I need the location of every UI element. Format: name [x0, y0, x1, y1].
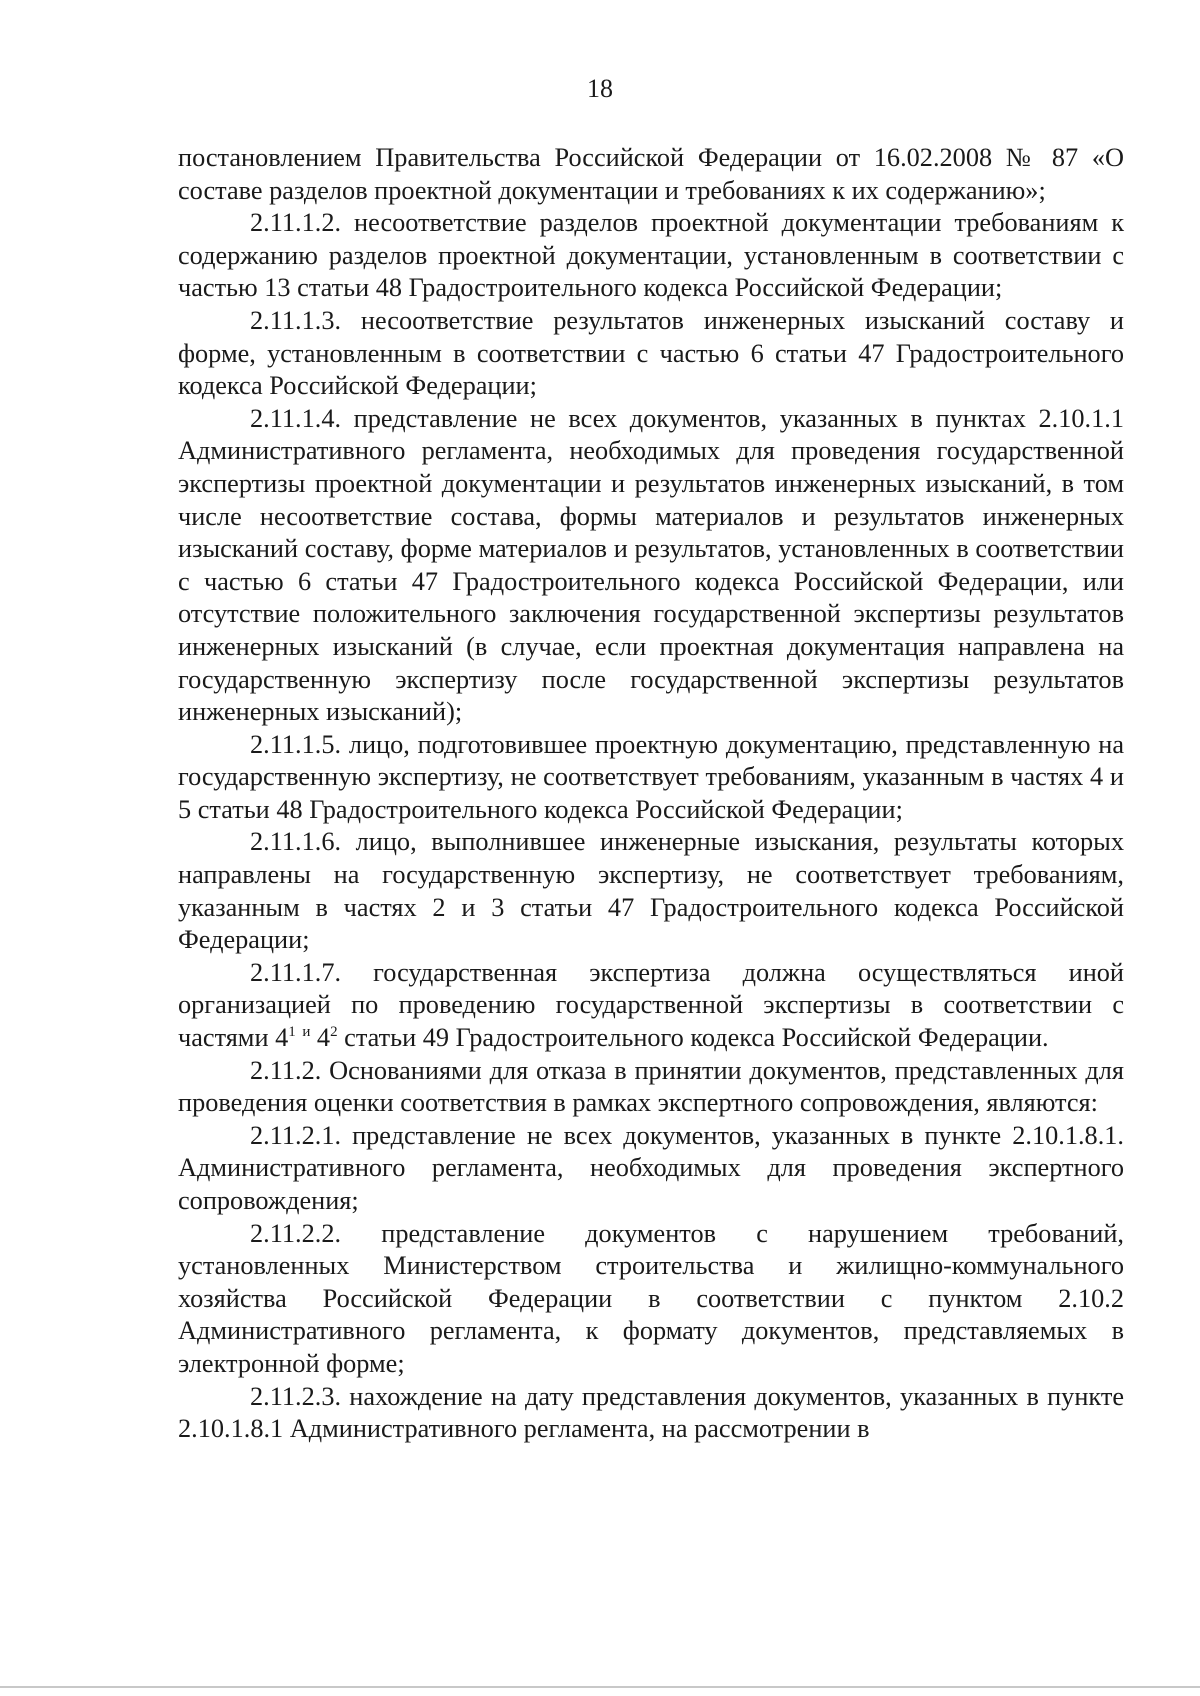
paragraph-2-11-1-7-text: 2.11.1.7. государственная экспертиза должна осуществляться иной организацией по проведению государственной экспертизы в соответствии с частями 4: [178, 957, 1124, 1053]
paragraph-2-11-1-7: [178, 957, 1124, 1055]
paragraph-2-11-2: 2.11.2. Основаниями для отказа в принятии документов, представленных для проведения оценки соответствия в рамках экспертного сопровождения, являются:: [178, 1055, 1124, 1118]
paragraph-continuation: постановлением Правительства Российской Федерации от 16.02.2008 № 87 «О составе разделов проектной документации и требованиях к их содержанию»;: [178, 143, 1124, 205]
part-number: 4: [310, 1023, 331, 1053]
page-number: 18: [587, 74, 613, 103]
paragraph-2-11-1-2: 2.11.1.2. несоответствие разделов проектной документации требованиям к содержанию разделов проектной документации, установленным в соответствии с частью 13 статьи 48 Градостроительного кодекса Российской Федерации;: [178, 208, 1124, 303]
paragraph-2-11-1-5: 2.11.1.5. лицо, подготовившее проектную документацию, представленную на государственную экспертизу, не соответствует требованиям, указанным в частях 4 и 5 статьи 48 Градостроительного кодекса Российской Федерации;: [178, 729, 1124, 824]
paragraph-2-11-2-1: 2.11.2.1. представление не всех документов, указанных в пункте 2.10.1.8.1. Административного регламента, необходимых для проведения экспертного сопровождения;: [178, 1120, 1124, 1215]
paragraph-2-11-2-3: 2.11.2.3. нахождение на дату представления документов, указанных в пункте 2.10.1.8.1 Административного регламента, на рассмотрении в: [178, 1381, 1124, 1444]
paragraph-2-11-2-2: 2.11.2.2. представление документов с нарушением требований, установленных Министерством строительства и жилищно-коммунального хозяйства Российской Федерации в соответствии с пунктом 2.10.2 Административного регламента, к формату документов, представляемых в электронной форме;: [178, 1218, 1124, 1378]
superscript-and: и: [302, 1024, 311, 1041]
document-body: [178, 142, 1124, 1446]
paragraph-2-11-1-6: 2.11.1.6. лицо, выполнившее инженерные изыскания, результаты которых направлены на государственную экспертизу, не соответствует требованиям, указанным в частях 2 и 3 статьи 47 Градостроительного кодекса Российской Федерации;: [178, 827, 1124, 955]
paragraph-2-11-1-7-tail: статьи 49 Градостроительного кодекса Российской Федерации.: [337, 1023, 1049, 1053]
superscript-1: 1: [288, 1024, 296, 1041]
paragraph-2-11-1-3: 2.11.1.3. несоответствие результатов инженерных изысканий составу и форме, установленным в соответствии с частью 6 статьи 47 Градостроительного кодекса Российской Федерации;: [178, 305, 1124, 401]
paragraph-2-11-1-4: 2.11.1.4. представление не всех документов, указанных в пунктах 2.10.1.1 Административного регламента, необходимых для проведения государственной экспертизы проектной документации и результатов инженерных изысканий, в том числе несоответствие состава, формы материалов и результатов инженерных изысканий составу, форме материалов и результатов, установленных в соответствии с частью 6 статьи 47 Градостроительного кодекса Российской Федерации, или отсутствие положительного заключения государственной экспертизы результатов инженерных изысканий (в случае, если проектная документация направлена на государственную экспертизу после государственной экспертизы результатов инженерных изысканий);: [178, 403, 1124, 727]
superscript-2: 2: [330, 1024, 338, 1041]
scan-edge-line: [0, 1686, 1200, 1688]
